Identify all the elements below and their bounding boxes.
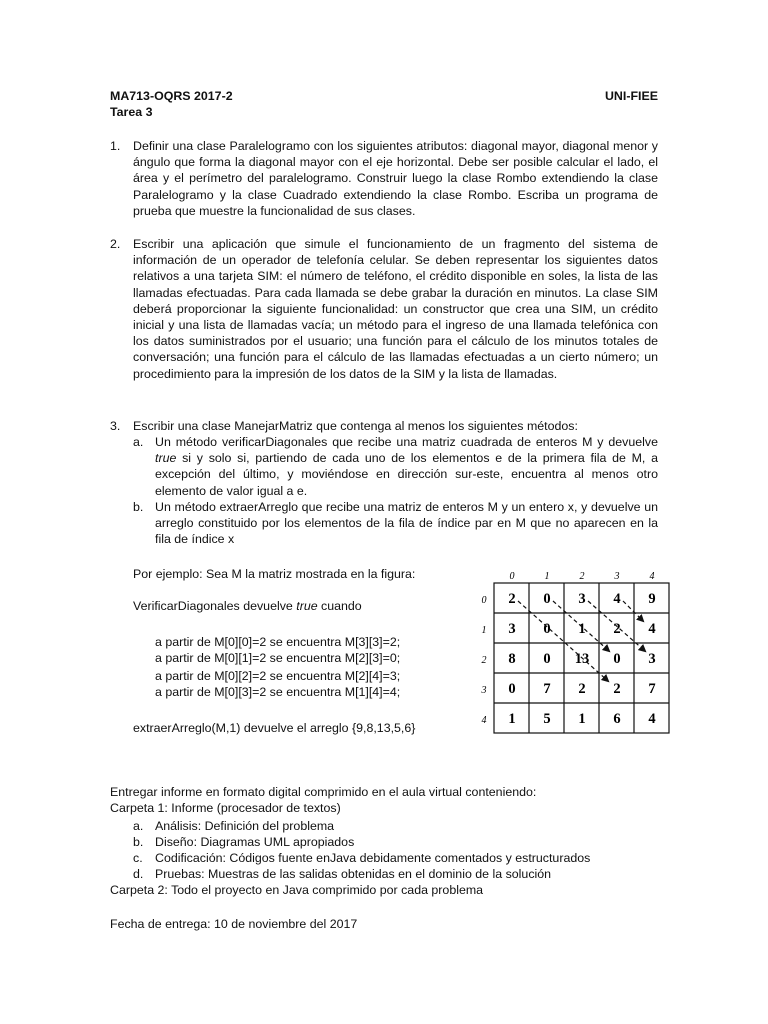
delivery-intro: Entregar informe en formato digital comprimido en el aula virtual conteniendo: (110, 785, 537, 799)
item-b-letter: b. (133, 500, 144, 514)
matrix-cell: 4 (648, 711, 656, 727)
matrix-cell: 3 (578, 591, 586, 607)
matrix-cell: 1 (578, 711, 586, 727)
verify-line-3: a partir de M[0][2]=2 se encuentra M[2][4]=3; (155, 669, 401, 683)
matrix-cell: 4 (613, 591, 621, 607)
matrix-cell: 1 (578, 621, 586, 637)
item-a-text: Un método verificarDiagonales que recibe una matriz cuadrada de enteros M y devuelve true si y solo si, partiendo de cada uno de los elementos e de la primera fila de M, a excepción del último, y moviéndose en dirección sur-este, encuentra al menos otro elemento de valor igual a e. (155, 435, 658, 498)
matrix-cell: 7 (648, 681, 656, 697)
row-header: 0 (481, 595, 487, 606)
verify-sentence: VerificarDiagonales devuelve true cuando (133, 599, 362, 613)
institution: UNI-FIEE (604, 89, 658, 103)
matrix-cell: 9 (648, 591, 656, 607)
matrix-cell: 1 (508, 711, 516, 727)
delivery-item-c-letter: c. (133, 851, 143, 865)
delivery-item-a-letter: a. (133, 819, 144, 833)
problem-1-text: Definir una clase Paralelogramo con los siguientes atributos: diagonal mayor, diagonal menor y ángulo que forma la diagonal mayor con el eje horizontal. Debe ser posible calcular el lado, el área y el perímetro del paralelogramo. Construir luego la clase Rombo extendiendo la clase Paralelogramo y la clase Cuadrado extendiendo la clase Rombo. Escriba un programa de prueba que muestre la funcionalidad de sus clases. (133, 139, 658, 218)
matrix-cell: 0 (543, 591, 551, 607)
example-intro: Por ejemplo: Sea M la matriz mostrada en la figura: (133, 567, 416, 581)
matrix-cell: 4 (648, 621, 656, 637)
matrix-cell: 13 (574, 651, 590, 667)
verify-line-2: a partir de M[0][1]=2 se encuentra M[2][3]=0; (155, 651, 401, 665)
problem-2-number: 2. (110, 237, 121, 251)
matrix-cell: 3 (648, 651, 656, 667)
delivery-item-b-letter: b. (133, 835, 144, 849)
folder-1: Carpeta 1: Informe (procesador de textos) (110, 801, 341, 815)
delivery-item-a: Análisis: Definición del problema (155, 819, 335, 833)
matrix-cell: 0 (543, 651, 551, 667)
matrix-cell: 6 (613, 711, 621, 727)
col-header: 3 (614, 571, 620, 582)
col-header: 4 (649, 571, 655, 582)
delivery-item-c: Codificación: Códigos fuente enJava debidamente comentados y estructurados (155, 851, 591, 865)
matrix-cell: 7 (543, 681, 551, 697)
problem-3-intro: Escribir una clase ManejarMatriz que contenga al menos los siguientes métodos: (133, 419, 578, 433)
problem-2-text: Escribir una aplicación que simule el funcionamiento de un fragmento del sistema de información de un operador de telefonía celular. Se deben representar los siguientes datos relativos a una tarjeta SIM: el número de teléfono, el crédito disponible en soles, la lista de las llamadas efectuadas. Para cada llamada se debe grabar la duración en minutos. La clase SIM deberá proporcionar la siguiente funcionalidad: un constructor que crea una SIM, un crédito inicial y una lista de llamadas vacía; un método para el ingreso de una llamada telefónica con los datos suministrados por el usuario; una función para el cálculo de los minutos totales de conversación; una función para el cálculo de las llamadas efectuadas a un cierto número; un procedimiento para la impresión de los datos de la SIM y la lista de llamadas. (133, 237, 658, 381)
matrix-cell: 2 (613, 621, 621, 637)
matrix-cell: 2 (578, 681, 586, 697)
col-header: 0 (509, 571, 515, 582)
verify-line-4: a partir de M[0][3]=2 se encuentra M[1][4]=4; (155, 685, 401, 699)
due-date: Fecha de entrega: 10 de noviembre del 2017 (110, 917, 358, 931)
delivery-item-d-letter: d. (133, 867, 144, 881)
row-header: 3 (481, 685, 487, 696)
problem-3-number: 3. (110, 419, 121, 433)
matrix-cell: 0 (613, 651, 621, 667)
diagonal-arrow-from-0-3 (623, 601, 643, 621)
course-code: MA713-OQRS 2017-2 (110, 89, 233, 103)
matrix-cell: 8 (508, 651, 516, 667)
matrix-cell: 2 (508, 591, 516, 607)
row-header: 2 (481, 655, 487, 666)
problem-1-number: 1. (110, 139, 121, 153)
matrix-cell: 0 (508, 681, 516, 697)
matrix-cell: 5 (543, 711, 551, 727)
matrix-cell: 3 (508, 621, 516, 637)
matrix-figure (470, 568, 690, 738)
col-header: 1 (544, 571, 550, 582)
row-header: 4 (481, 715, 487, 726)
verify-line-1: a partir de M[0][0]=2 se encuentra M[3][3]=2; (155, 635, 401, 649)
row-header: 1 (481, 625, 487, 636)
delivery-item-d: Pruebas: Muestras de las salidas obtenidas en el dominio de la solución (155, 867, 552, 881)
folder-2: Carpeta 2: Todo el proyecto en Java comprimido por cada problema (110, 883, 484, 897)
item-a-letter: a. (133, 435, 144, 449)
matrix-cell: 2 (613, 681, 621, 697)
item-b-text: Un método extraerArreglo que recibe una matriz de enteros M y un entero x, y devuelve un arreglo constituido por los elementos de la fila de índice par en M que no aparecen en la fila de índice x (155, 500, 658, 547)
assignment-title: Tarea 3 (110, 105, 153, 119)
col-header: 2 (579, 571, 585, 582)
delivery-item-b: Diseño: Diagramas UML apropiados (155, 835, 355, 849)
extract-example: extraerArreglo(M,1) devuelve el arreglo {9,8,13,5,6} (133, 721, 416, 735)
matrix-cell: 0 (543, 621, 551, 637)
